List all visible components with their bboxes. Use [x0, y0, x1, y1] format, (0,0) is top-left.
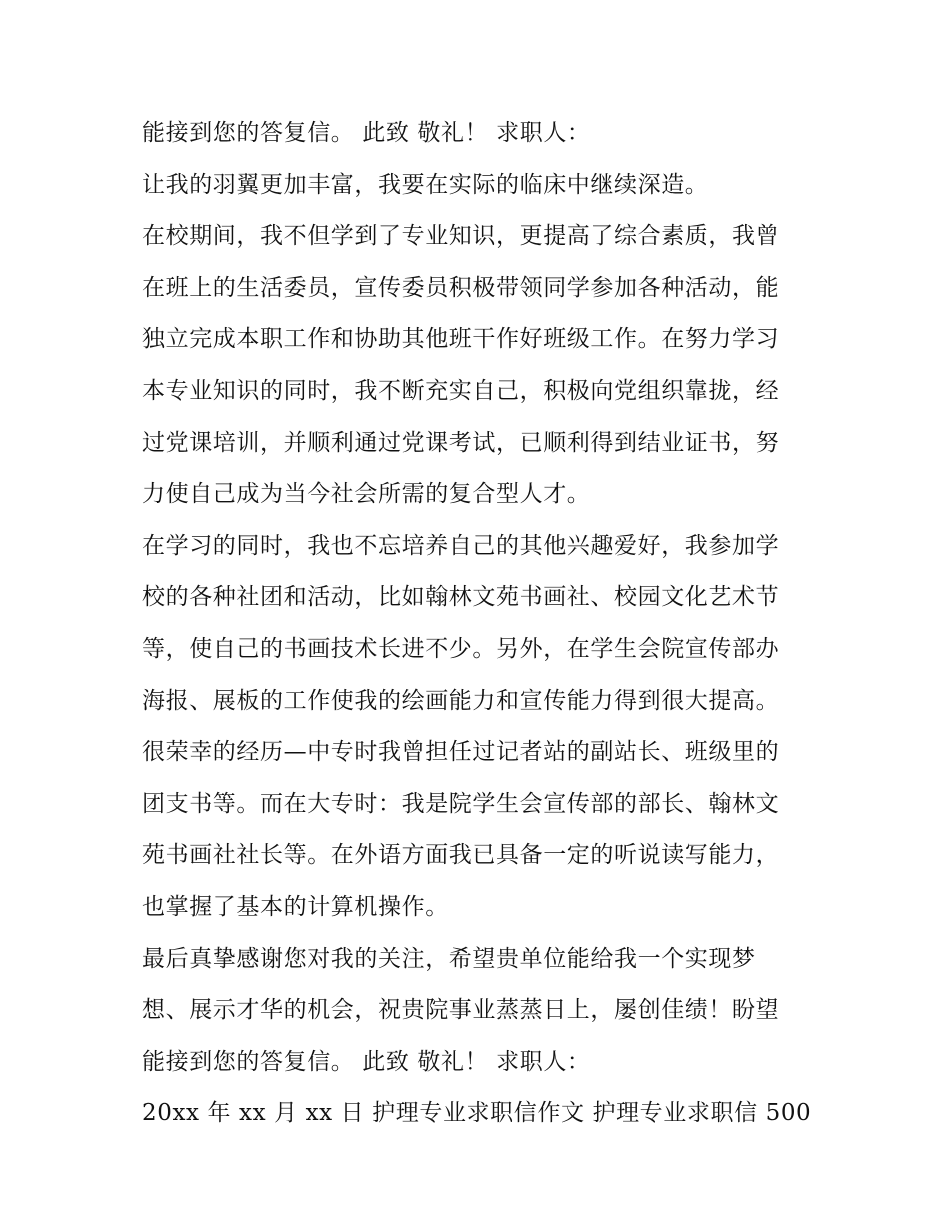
text-line-9: 在学习的同时，我也不忘培养自己的其他兴趣爱好，我参加学 [142, 532, 780, 559]
text-line-2: 让我的羽翼更加丰富，我要在实际的临床中继续深造。 [142, 171, 709, 198]
text-line-1: 能接到您的答复信。 此致 敬礼！ 求职人： [142, 120, 591, 146]
text-line-6: 本专业知识的同时，我不断充实自己，积极向党组织靠拢，经 [142, 377, 780, 404]
document-body [142, 108, 822, 1140]
text-line-13: 很荣幸的经历—中专时我曾担任过记者站的副站长、班级里的 [142, 739, 780, 766]
text-line-15: 苑书画社社长等。在外语方面我已具备一定的听说读写能力， [142, 842, 780, 869]
text-line-16: 也掌握了基本的计算机操作。 [142, 893, 449, 920]
text-line-14: 团支书等。而在大专时：我是院学生会宣传部的部长、翰林文 [142, 790, 780, 817]
text-line-10: 校的各种社团和活动，比如翰林文苑书画社、校园文化艺术节 [142, 584, 780, 611]
text-line-5: 独立完成本职工作和协助其他班干作好班级工作。在努力学习 [142, 326, 780, 353]
text-line-19: 能接到您的答复信。 此致 敬礼！ 求职人： [142, 1048, 591, 1075]
text-line-7: 过党课培训，并顺利通过党课考试，已顺利得到结业证书，努 [142, 429, 780, 456]
text-line-12: 海报、展板的工作使我的绘画能力和宣传能力得到很大提高。 [142, 687, 780, 714]
text-line-17: 最后真挚感谢您对我的关注，希望贵单位能给我一个实现梦 [142, 945, 756, 972]
text-line-4: 在班上的生活委员，宣传委员积极带领同学参加各种活动，能 [142, 274, 780, 301]
text-line-11: 等，使自己的书画技术长进不少。另外，在学生会院宣传部办 [142, 635, 780, 662]
text-line-8: 力使自己成为当今社会所需的复合型人才。 [142, 481, 591, 508]
text-line-20: 20xx 年 xx 月 xx 日 护理专业求职信作文 护理专业求职信 500 [142, 1100, 812, 1127]
text-line-3: 在校期间，我不但学到了专业知识，更提高了综合素质，我曾 [142, 223, 780, 250]
text-line-18: 想、展示才华的机会，祝贵院事业蒸蒸日上，屡创佳绩！盼望 [142, 997, 780, 1024]
